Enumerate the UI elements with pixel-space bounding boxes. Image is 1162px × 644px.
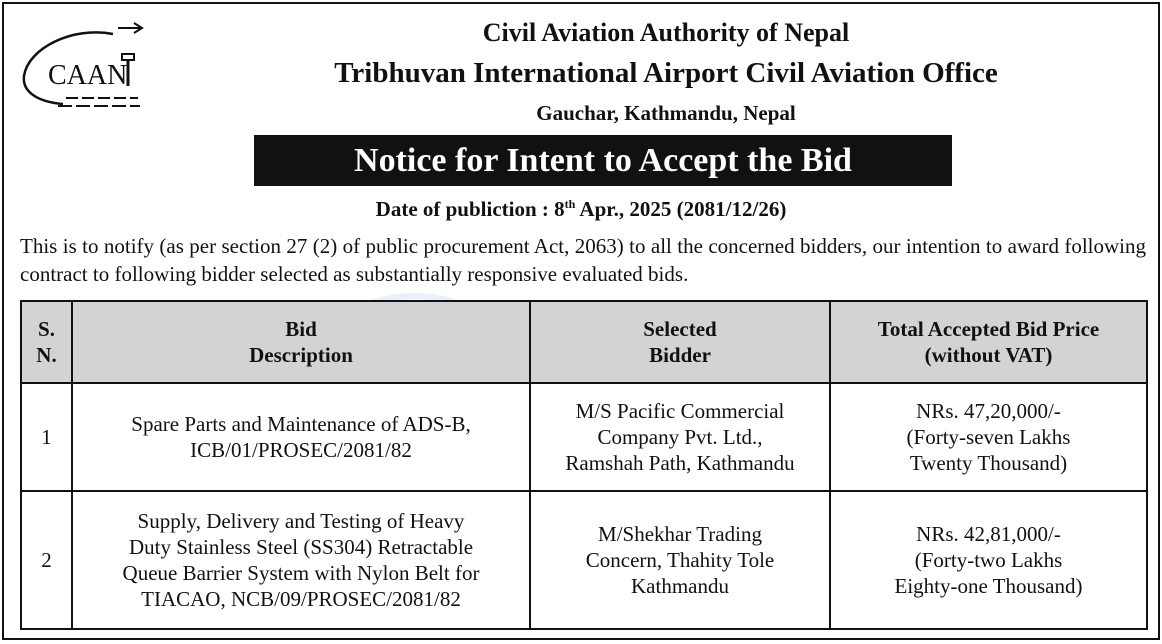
notice-title: Notice for Intent to Accept the Bid — [254, 135, 952, 186]
table-row — [21, 383, 1147, 491]
cell-price: NRs. 47,20,000/- (Forty-seven Lakhs Twenty Thousand) — [830, 383, 1147, 491]
publication-date — [4, 196, 1158, 222]
cell-bidder: M/Shekhar Trading Concern, Thahity Tole Kathmandu — [530, 491, 830, 629]
cell-description: Supply, Delivery and Testing of Heavy Duty Stainless Steel (SS304) Retractable Queue Barrier System with Nylon Belt for TIACAO, NCB/09/PROSEC/2081/82 — [72, 491, 530, 629]
bid-table — [20, 300, 1148, 630]
table-header-row — [21, 301, 1147, 383]
header-sn: S. N. — [21, 301, 72, 383]
table-row — [21, 491, 1147, 629]
office-location: Gauchar, Kathmandu, Nepal — [536, 101, 796, 125]
header-bidder: Selected Bidder — [530, 301, 830, 383]
cell-price: NRs. 42,81,000/- (Forty-two Lakhs Eighty-one Thousand) — [830, 491, 1147, 629]
date-suffix: th — [564, 197, 576, 211]
header-description: Bid Description — [72, 301, 530, 383]
notice-page — [2, 2, 1160, 640]
cell-sn: 2 — [21, 491, 72, 629]
date-rest: Apr., 2025 (2081/12/26) — [579, 197, 787, 221]
intro-paragraph: This is to notify (as per section 27 (2) of public procurement Act, 2063) to all the concerned bidders, our intention to award following contract to following bidder selected as substantially responsive evaluated bids. — [20, 234, 1146, 286]
date-label: Date of publiction : — [375, 197, 549, 221]
cell-sn: 1 — [21, 383, 72, 491]
cell-bidder: M/S Pacific Commercial Company Pvt. Ltd., Ramshah Path, Kathmandu — [530, 383, 830, 491]
date-day: 8 — [554, 197, 565, 221]
office-name: Tribhuvan International Airport Civil Aviation Office — [334, 57, 998, 89]
header-price: Total Accepted Bid Price (without VAT) — [830, 301, 1147, 383]
logo-text: CAAN — [48, 60, 128, 91]
cell-description: Spare Parts and Maintenance of ADS-B, ICB/01/PROSEC/2081/82 — [72, 383, 530, 491]
caan-logo — [18, 18, 148, 118]
org-name: Civil Aviation Authority of Nepal — [482, 18, 850, 47]
